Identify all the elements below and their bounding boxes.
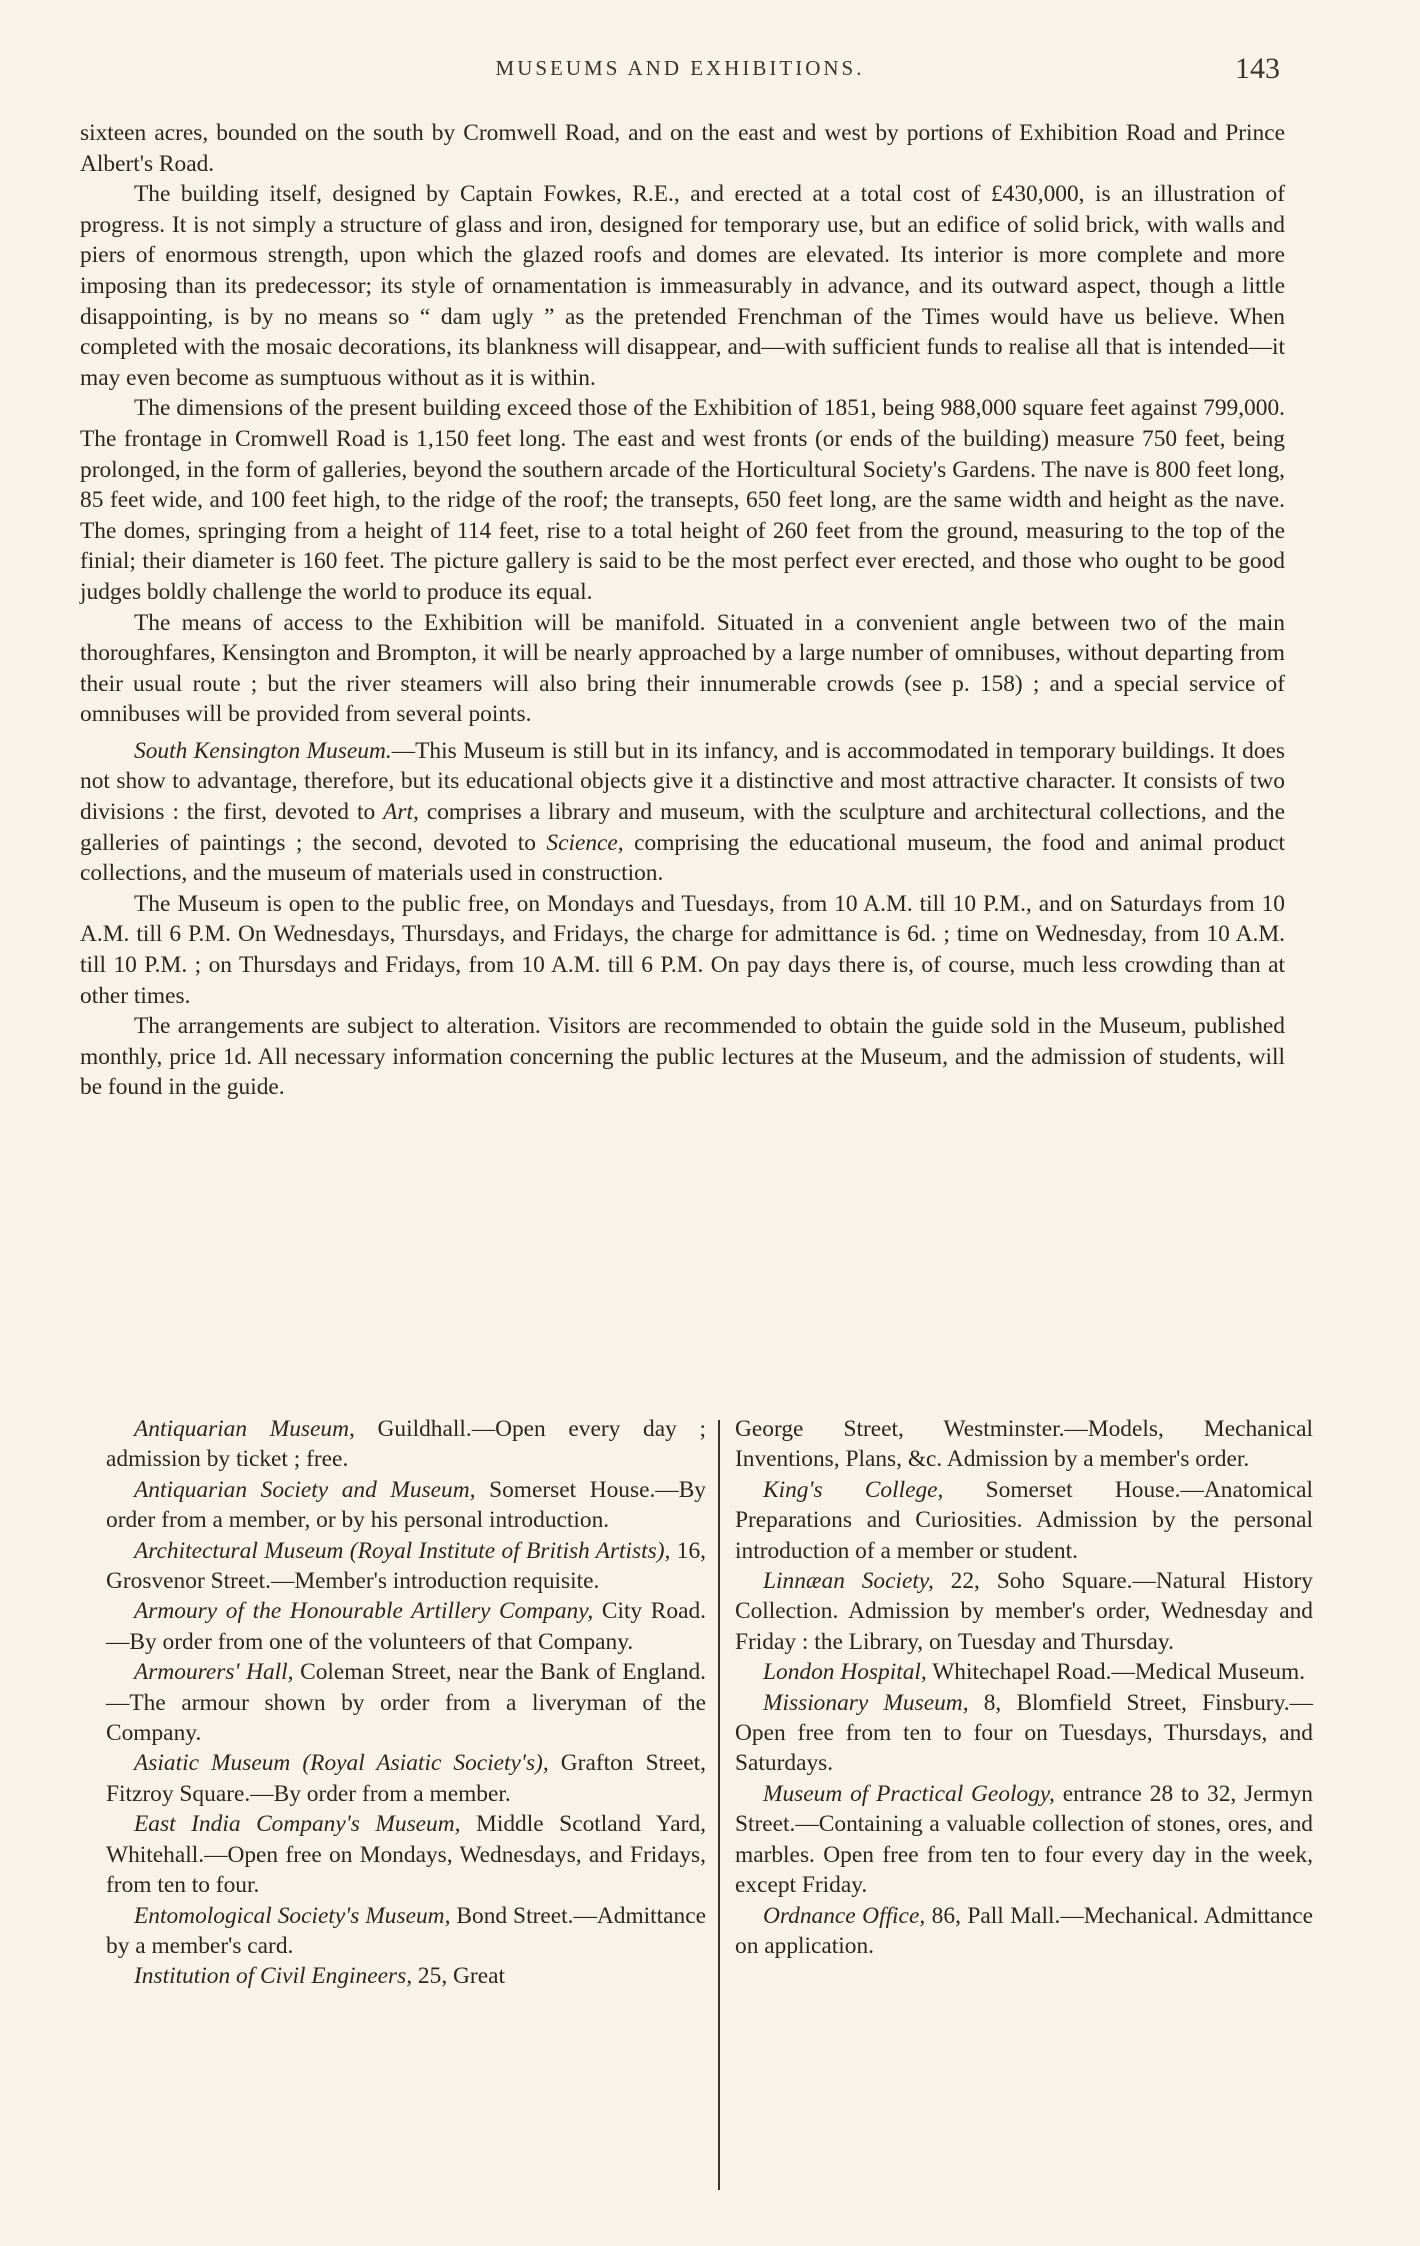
running-title: MUSEUMS AND EXHIBITIONS. [495, 56, 865, 80]
list-entry: Asiatic Museum (Royal Asiatic Society's), Grafton Street, Fitzroy Square.—By order from a member. [106, 1750, 706, 1807]
list-entry: Antiquarian Museum, Guildhall.—Open every day ; admission by ticket ; free. [106, 1416, 706, 1473]
list-entry: Institution of Civil Engineers, 25, Great [134, 1963, 505, 1990]
list-entry: Armourers' Hall, Coleman Street, near the Bank of England.—The armour shown by order from a liveryman of the Company. [106, 1659, 706, 1747]
left-column [106, 1414, 706, 1992]
page-number: 143 [1235, 52, 1280, 85]
paragraph-2: The building itself, designed by Captain Fowkes, R.E., and erected at a total cost of £430,000, is an illustration of progress. It is not simply a structure of glass and iron, designed for temporary use, but an edifice of solid brick, with walls and piers of enormous strength, upon which the glazed roofs and domes are elevated. Its interior is more complete and more imposing than its predecessor; its style of ornamentation is immeasurably in advance, and its outward aspect, though a little disappointing, is by no means so “ dam ugly ” as the pretended Frenchman of the Times would have us believe. When completed with the mosaic decorations, its blankness will disappear, and—with sufficient funds to realise all that is intended—it may even become as sumptuous without as it is within. [80, 181, 1285, 391]
paragraph-arrangements: The arrangements are subject to alteration. Visitors are recommended to obtain the guide sold in the Museum, published monthly, price 1d. All necessary information concerning the public lectures at the Museum, and the admission of students, will be found in the guide. [80, 1013, 1285, 1101]
list-entry-continuation: George Street, Westminster.—Models, Mechanical Inventions, Plans, &c. Admission by a member's order. [735, 1416, 1313, 1473]
list-entry: Antiquarian Society and Museum, Somerset House.—By order from a member, or by his personal introduction. [106, 1476, 706, 1534]
list-entry: Museum of Practical Geology, entrance 28 to 32, Jermyn Street.—Containing a valuable collection of stones, ores, and marbles. Open free from ten to four every day in the week, except Friday. [735, 1780, 1313, 1899]
page-header [80, 52, 1280, 92]
paragraph-opening-hours: The Museum is open to the public free, on Mondays and Tuesdays, from 10 A.M. till 10 P.M., and on Saturdays from 10 A.M. till 6 P.M. On Wednesdays, Thursdays, and Fridays, the charge for admittance is 6d. ; time on Wednesday, from 10 A.M. till 10 P.M. ; on Thursdays and Fridays, from 10 A.M. till 6 P.M. On pay days there is, of course, much less crowding than at other times. [80, 890, 1285, 1009]
main-text [80, 118, 1285, 1103]
paragraph-4: The means of access to the Exhibition will be manifold. Situated in a convenient angle between two of the main thoroughfares, Kensington and Brompton, it will be nearly approached by a large number of omnibuses, without departing from their usual route ; but the river steamers will also bring their innumerable crowds (see p. 158) ; and a special service of omnibuses will be provided from several points. [80, 609, 1285, 728]
section-title: South Kensington Museum. [134, 737, 392, 764]
list-entry: East India Company's Museum, Middle Scotland Yard, Whitehall.—Open free on Mondays, Wednesdays, and Fridays, from ten to four. [106, 1811, 706, 1899]
list-entry: London Hospital, Whitechapel Road.—Medical Museum. [763, 1659, 1306, 1686]
list-entry: Missionary Museum, 8, Blomfield Street, Finsbury.—Open free from ten to four on Tuesdays, Thursdays, and Saturdays. [735, 1689, 1313, 1777]
list-entry: King's College, Somerset House.—Anatomical Preparations and Curiosities. Admission by the personal introduction of a member or student. [735, 1476, 1313, 1564]
right-column [735, 1414, 1313, 1961]
list-entry: Architectural Museum (Royal Institute of British Artists), 16, Grosvenor Street.—Member's introduction requisite. [106, 1537, 706, 1595]
list-entry: Linnæan Society, 22, Soho Square.—Natural History Collection. Admission by member's order, Wednesday and Friday : the Library, on Tuesday and Thursday. [735, 1568, 1314, 1655]
museum-listing [80, 1414, 1314, 2194]
paragraph-1: sixteen acres, bounded on the south by Cromwell Road, and on the east and west by portions of Exhibition Road and Prince Albert's Road. [80, 120, 1285, 177]
paragraph-3: The dimensions of the present building exceed those of the Exhibition of 1851, being 988,000 square feet against 799,000. The frontage in Cromwell Road is 1,150 feet long. The east and west fronts (or ends of the building) measure 750 feet, being prolonged, in the form of galleries, beyond the southern arcade of the Horticultural Society's Gardens. The nave is 800 feet long, 85 feet wide, and 100 feet high, to the ridge of the roof; the transepts, 650 feet long, are the same width and height as the nave. The domes, springing from a height of 114 feet, rise to a total height of 260 feet from the ground, measuring to the top of the finial; their diameter is 160 feet. The picture gallery is said to be the most perfect ever erected, and those who ought to be good judges boldly challenge the world to produce its equal. [80, 395, 1285, 605]
paragraph-south-kensington: South Kensington Museum.—This Museum is still but in its infancy, and is accommodated in temporary buildings. It does not show to advantage, therefore, but its educational objects give it a distinctive and most attractive character. It consists of two divisions : the first, devoted to Art, comprises a library and museum, with the sculpture and architectural collections, and the galleries of paintings ; the second, devoted to Science, comprising the educational museum, the food and animal product collections, and the museum of materials used in construction. [80, 737, 1285, 887]
list-entry: Ordnance Office, 86, Pall Mall.—Mechanical. Admittance on application. [735, 1902, 1313, 1959]
column-divider [718, 1420, 720, 2190]
list-entry: Armoury of the Honourable Artillery Company, City Road.—By order from one of the volunteers of that Company. [106, 1598, 706, 1655]
list-entry: Entomological Society's Museum, Bond Street.—Admittance by a member's card. [106, 1902, 706, 1959]
